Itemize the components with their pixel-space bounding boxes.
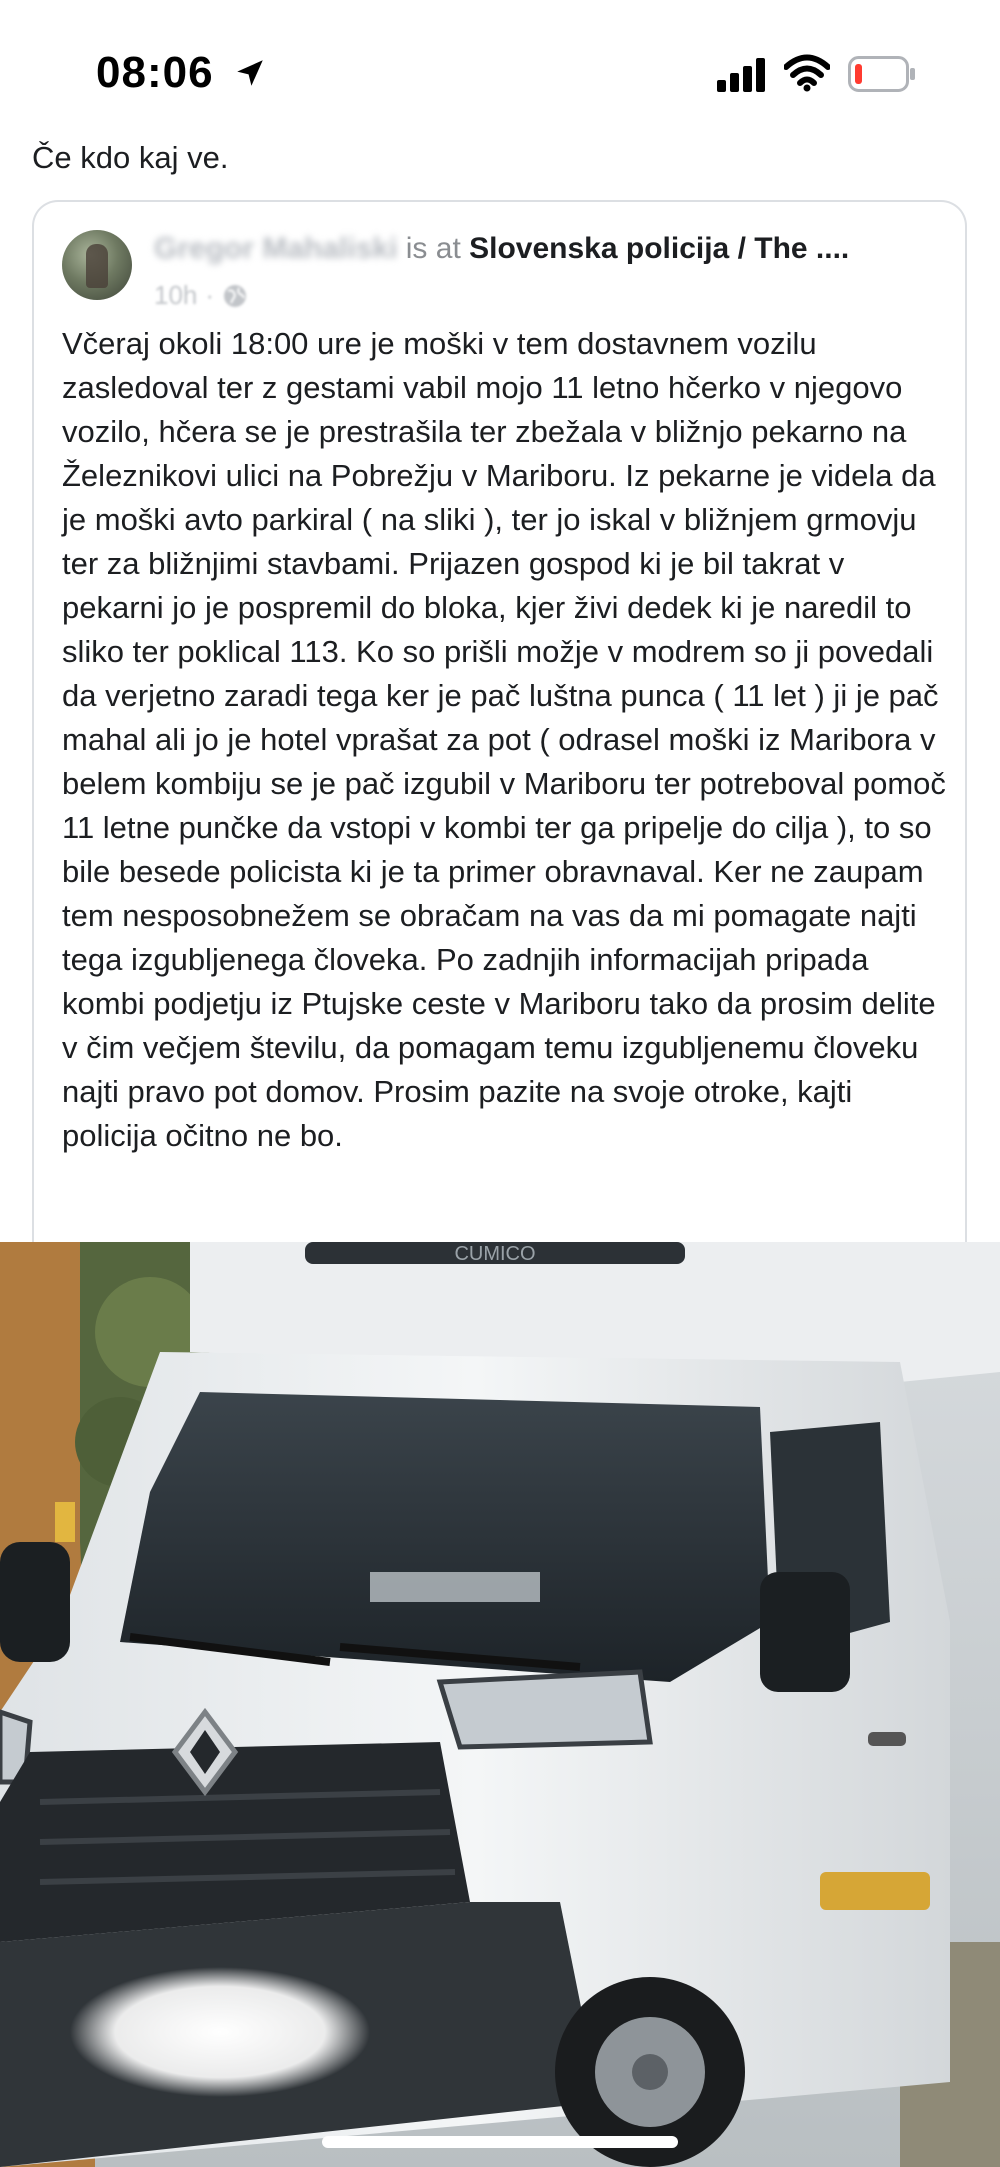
home-indicator[interactable] — [322, 2136, 678, 2148]
status-bar — [0, 0, 1000, 140]
author-suffix: is at — [397, 232, 470, 265]
location-arrow-icon — [233, 56, 267, 90]
post-photo-van[interactable] — [0, 1242, 1000, 2167]
visor-text: CUMICO — [454, 1243, 536, 1265]
avatar-figure — [86, 244, 108, 288]
shared-post-card[interactable] — [32, 200, 967, 1250]
group-name-link[interactable]: Slovenska policija / The .... — [469, 232, 850, 265]
post-time[interactable]: 10h — [154, 280, 198, 310]
cellular-signal-icon — [717, 58, 767, 92]
post-body-text: Včeraj okoli 18:00 ure je moški v tem dostavnem vozilu zasledoval ter z gestami vabil mojo 11 letno hčerko v njegovo vozilo, hčera se je prestrašila ter zbežala v bližnjo pekarno na Železnikovi ulici na Pobrežju v Mariboru. Iz pekarne je videla da je moški avto parkiral ( na sliki ), ter jo iskal v bližnjem grmovju ter za bližnjimi stavbami. Prijazen gospod ki je bil takrat v pekarni jo je pospremil do bloka, kjer živi dedek ki je naredil to sliko ter poklical 113. Ko so prišli možje v modrem so ji povedali da verjetno zaradi tega ker je pač luštna punca ( 11 let ) ji je pač mahal ali jo je hotel vprašat za pot ( odrasel moški iz Maribora v belem kombiju se je pač izgubil v Mariboru ter potreboval pomoč 11 letne punčke da vstopi v kombi ter ga pripelje do cilja ), to so bile besede policista ki je ta primer obravnaval. Ker ne zaupam tem nesposobnežem se obračam na vas da mi pomagate najti tega izgubljenega človeka. Po zadnjih informacijah pripada kombi podjetju iz Ptujske ceste v Mariboru tako da prosim delite v čim večjem številu, da pomagam temu izgubljenemu človeku najti pravo pot domov. Prosim pazite na svoje otroke, kajti policija očitno ne bo. — [62, 326, 946, 1153]
wifi-icon — [784, 54, 830, 92]
author-name-blurred[interactable]: Gregor Mahaliski — [154, 232, 398, 265]
blurred-license-plate — [70, 1967, 370, 2097]
battery-low-icon — [848, 56, 916, 92]
post-caption: Če kdo kaj ve. — [32, 140, 229, 175]
post-author-line — [154, 232, 954, 276]
post-meta — [154, 280, 248, 311]
meta-separator: · — [205, 280, 215, 310]
globe-icon — [222, 283, 248, 309]
author-avatar[interactable] — [62, 230, 132, 300]
status-time: 08:06 — [96, 48, 214, 97]
